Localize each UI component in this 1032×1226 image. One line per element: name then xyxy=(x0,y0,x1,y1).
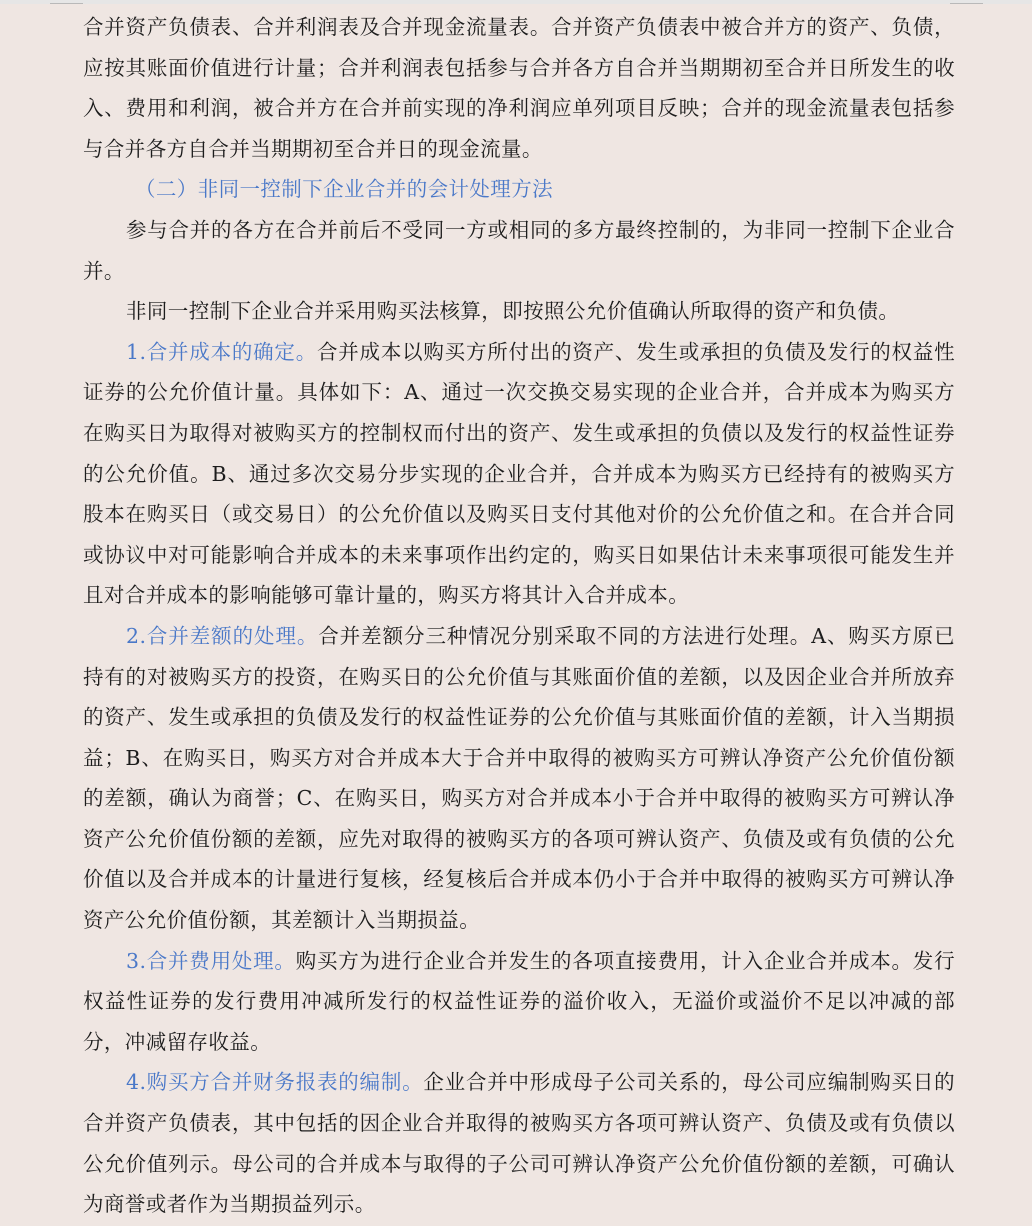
page-corner-mark-right xyxy=(950,3,983,4)
document-body xyxy=(83,7,955,1225)
item-body: 购买方为进行企业合并发生的各项直接费用，计入企业合并成本。发行权益性证券的发行费用冲减所发行的权益性证券的溢价收入，无溢价或溢价不足以冲减的部分，冲减留存收益。 xyxy=(83,948,955,1054)
item-heading: 2.合并差额的处理。 xyxy=(126,623,319,648)
item-heading: 3.合并费用处理。 xyxy=(126,948,296,973)
item-heading: 1.合并成本的确定。 xyxy=(126,339,317,364)
item-body: 合并成本以购买方所付出的资产、发生或承担的负债及发行的权益性证券的公允价值计量。具体如下：A、通过一次交换交易实现的企业合并，合并成本为购买方在购买日为取得对被购买方的控制权而付出的资产、发生或承担的负债以及发行的权益性证券的公允价值。B、通过多次交易分步实现的企业合并，合并成本为购买方已经持有的被购买方股本在购买日（或交易日）的公允价值以及购买日支付其他对价的公允价值之和。在合并合同或协议中对可能影响合并成本的未来事项作出约定的，购买日如果估计未来事项很可能发生并且对合并成本的影响能够可靠计量的，购买方将其计入合并成本。 xyxy=(83,339,956,608)
item-body: 合并差额分三种情况分别采取不同的方法进行处理。A、购买方原已持有的对被购买方的投资，在购买日的公允价值与其账面价值的差额，以及因企业合并所放弃的资产、发生或承担的负债及发行的权益性证券的公允价值与其账面价值的差额，计入当期损益；B、在购买日，购买方对合并成本大于合并中取得的被购买方可辨认净资产公允价值份额的差额，确认为商誉；C、在购买日，购买方对合并成本小于合并中取得的被购买方可辨认净资产公允价值份额的差额，应先对取得的被购买方的各项可辨认资产、负债及或有负债的公允价值以及合并成本的计量进行复核，经复核后合并成本仍小于合并中取得的被购买方可辨认净资产公允价值份额，其差额计入当期损益。 xyxy=(83,623,955,933)
item-body: 企业合并中形成母子公司关系的，母公司应编制购买日的合并资产负债表，其中包括的因企业合并取得的被购买方各项可辨认资产、负债及或有负债以公允价值列示。母公司的合并成本与取得的子公司可辨认净资产公允价值份额的差额，可确认为商誉或者作为当期损益列示。 xyxy=(83,1070,956,1217)
paragraph-intro-1: 参与合并的各方在合并前后不受同一方或相同的多方最终控制的，为非同一控制下企业合并。 xyxy=(83,217,955,283)
item-consolidated-statements xyxy=(83,1062,955,1224)
item-merger-difference xyxy=(83,616,955,941)
item-merger-expenses xyxy=(83,941,955,1063)
item-merger-cost xyxy=(83,332,955,616)
paragraph-continued: 合并资产负债表、合并利润表及合并现金流量表。合并资产负债表中被合并方的资产、负债，应按其账面价值进行计量；合并利润表包括参与合并各方自合并当期期初至合并日所发生的收入、费用和利润，被合并方在合并前实现的净利润应单列项目反映；合并的现金流量表包括参与合并各方自合并当期期初至合并日的现金流量。 xyxy=(83,15,955,161)
paragraph-intro-2: 非同一控制下企业合并采用购买法核算，即按照公允价值确认所取得的资产和负债。 xyxy=(126,299,900,324)
section-title: （二）非同一控制下企业合并的会计处理方法 xyxy=(135,177,553,202)
item-heading: 4.购买方合并财务报表的编制。 xyxy=(126,1070,424,1095)
page-top-strip xyxy=(0,0,1032,4)
page-corner-mark-left xyxy=(50,3,83,4)
